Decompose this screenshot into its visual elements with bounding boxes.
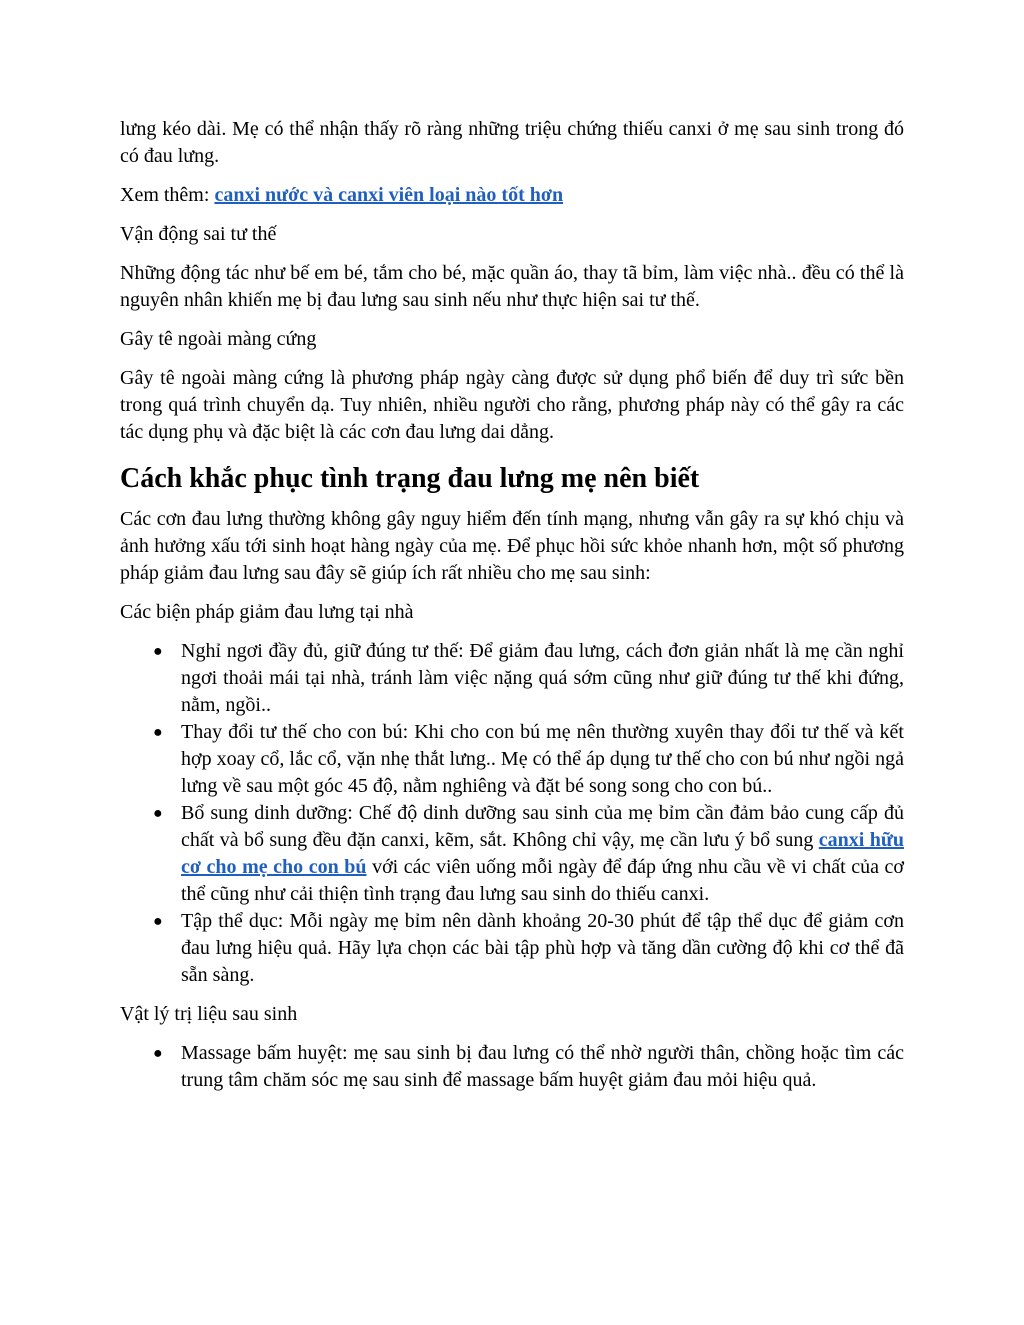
- bullet-icon: ●: [153, 805, 163, 822]
- bullet-icon: ●: [153, 643, 163, 660]
- paragraph-epidural: Gây tê ngoài màng cứng là phương pháp ngày càng được sử dụng phổ biến để duy trì sức bền trong quá trình chuyển dạ. Tuy nhiên, nhiều người cho rằng, phương pháp này có thể gây ra các tác dụng phụ và đặc biệt là các cơn đau lưng dai dẳng.: [120, 367, 904, 443]
- home-remedies-list: [120, 638, 904, 989]
- document-page: [120, 116, 904, 1106]
- list-item: [120, 638, 904, 719]
- list-item-text-after: với các viên uống mỗi ngày để đáp ứng nhu cầu về vi chất của cơ thể cũng như cải thiện tình trạng đau lưng sau sinh do thiếu canxi.: [181, 856, 904, 905]
- organic-calcium-link[interactable]: canxi hữu cơ cho mẹ cho con bú: [181, 829, 904, 878]
- subheading-wrong-posture: Vận động sai tư thế: [120, 223, 277, 245]
- bullet-icon: ●: [153, 724, 163, 741]
- list-item: [120, 1040, 904, 1094]
- subheading-physiotherapy: Vật lý trị liệu sau sinh: [120, 1003, 298, 1025]
- see-more-link[interactable]: canxi nước và canxi viên loại nào tốt hơn: [214, 184, 564, 206]
- list-item: [120, 908, 904, 989]
- see-more-prefix: Xem thêm:: [120, 184, 215, 206]
- subheading-epidural: Gây tê ngoài màng cứng: [120, 328, 317, 350]
- subheading-home-remedies: Các biện pháp giảm đau lưng tại nhà: [120, 601, 414, 623]
- paragraph-remedies-intro: Các cơn đau lưng thường không gây nguy hiểm đến tính mạng, nhưng vẫn gây ra sự khó chịu và ảnh hưởng xấu tới sinh hoạt hàng ngày của mẹ. Để phục hồi sức khỏe nhanh hơn, một số phương pháp giảm đau lưng sau đây sẽ giúp ích rất nhiều cho mẹ sau sinh:: [120, 508, 904, 584]
- list-item: [120, 800, 904, 908]
- paragraph-wrong-posture: Những động tác như bế em bé, tắm cho bé, mặc quần áo, thay tã bỉm, làm việc nhà.. đều có thể là nguyên nhân khiến mẹ bị đau lưng sau sinh nếu như thực hiện sai tư thế.: [120, 262, 904, 311]
- list-item-text-before: Bổ sung dinh dưỡng: Chế độ dinh dưỡng sau sinh của mẹ bỉm cần đảm bảo cung cấp đủ chất và bổ sung đều đặn canxi, kẽm, sắt. Không chỉ vậy, mẹ cần lưu ý bổ sung: [181, 802, 904, 851]
- see-more-line: [120, 182, 904, 209]
- list-item-text: Thay đổi tư thế cho con bú: Khi cho con bú mẹ nên thường xuyên thay đổi tư thế và kết hợp xoay cổ, lắc cổ, vặn nhẹ thắt lưng.. Mẹ có thể áp dụng tư thế cho con bú như ngồi ngả lưng về sau một góc 45 độ, nằm nghiêng và đặt bé song song cho con bú..: [181, 721, 904, 797]
- paragraph-intro: lưng kéo dài. Mẹ có thể nhận thấy rõ ràng những triệu chứng thiếu canxi ở mẹ sau sinh trong đó có đau lưng.: [120, 118, 904, 167]
- physiotherapy-list: [120, 1040, 904, 1094]
- list-item-text: Massage bấm huyệt: mẹ sau sinh bị đau lưng có thể nhờ người thân, chồng hoặc tìm các trung tâm chăm sóc mẹ sau sinh để massage bấm huyệt giảm đau mỏi hiệu quả.: [181, 1042, 904, 1091]
- bullet-icon: ●: [153, 913, 163, 930]
- bullet-icon: ●: [153, 1045, 163, 1062]
- list-item-text: Nghỉ ngơi đầy đủ, giữ đúng tư thế: Để giảm đau lưng, cách đơn giản nhất là mẹ cần nghỉ ngơi thoải mái tại nhà, tránh làm việc nặng quá sớm cũng như giữ đúng tư thế khi đứng, nằm, ngồi..: [181, 640, 904, 716]
- list-item: [120, 719, 904, 800]
- section-heading: Cách khắc phục tình trạng đau lưng mẹ nên biết: [120, 463, 700, 494]
- list-item-text: Tập thể dục: Mỗi ngày mẹ bỉm nên dành khoảng 20-30 phút để tập thể dục để giảm cơn đau lưng hiệu quả. Hãy lựa chọn các bài tập phù hợp và tăng dần cường độ khi cơ thể đã sẵn sàng.: [181, 910, 904, 986]
